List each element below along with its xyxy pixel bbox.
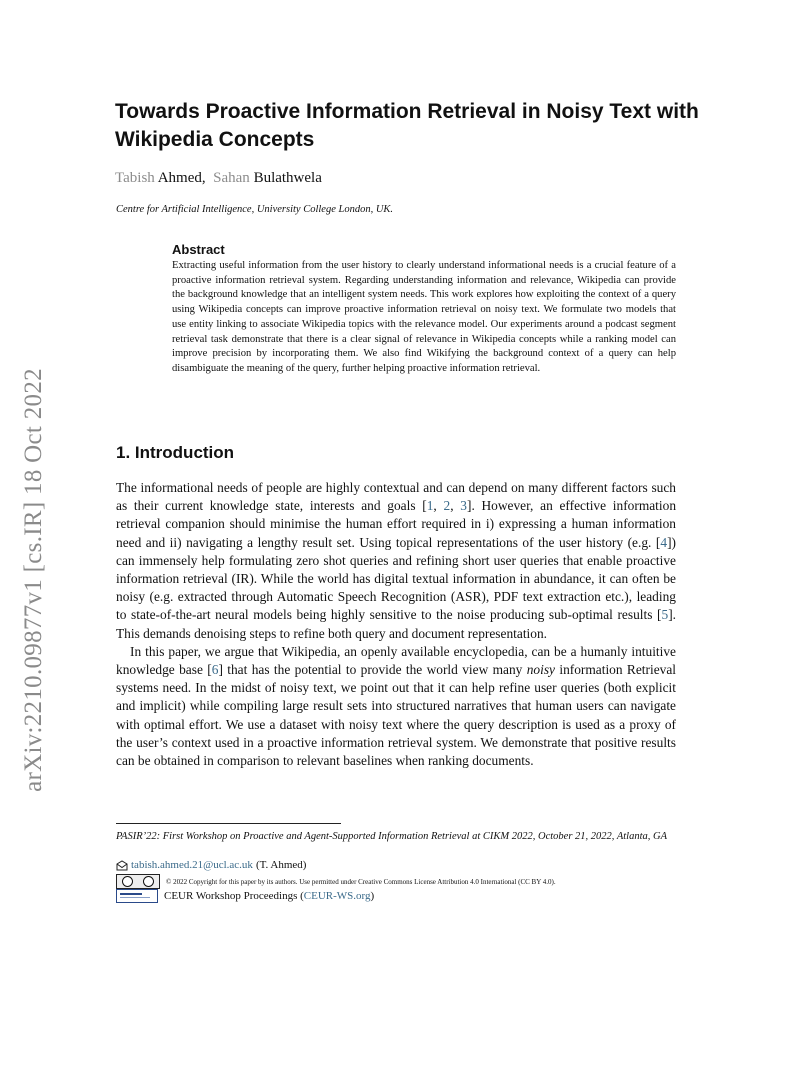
introduction-paragraph-1 [116, 479, 676, 643]
author-affiliation: Centre for Artificial Intelligence, University College London, UK. [116, 204, 394, 215]
creative-commons-icon [116, 874, 160, 889]
abstract-text: Extracting useful information from the user history to clearly understand informational needs is a crucial feature of a proactive information retrieval system. Regarding understanding information and relevance, Wikipedia can provide the background knowledge that an intelligent system needs. This work explores how exploiting the context of a query using Wikipedia concepts can improve proactive information retrieval on noisy text. We formulate two models that use entity linking to associate Wikipedia topics with the relevance model. Our experiments around a podcast segment retrieval task demonstrate that there is a clear signal of relevance in Wikipedia concepts while a ranking model can improve precision by incorporating them. We also find Wikifying the background context of a query can help disambiguate the meaning of the query, further helping proactive information retrieval. [172, 260, 676, 374]
license-footnote [116, 874, 556, 889]
citation-separator: , [433, 498, 444, 514]
ceur-text: CEUR Workshop Proceedings ( [164, 890, 304, 902]
emphasis-noisy: noisy [526, 662, 555, 678]
introduction-body [116, 479, 676, 770]
author-email-link[interactable]: tabish.ahmed.21@ucl.ac.uk [131, 859, 253, 871]
citation-link-4[interactable]: 4 [660, 534, 668, 550]
citation-link-2[interactable]: 2 [443, 498, 451, 514]
ceur-ws-link[interactable]: CEUR-WS.org [303, 890, 371, 902]
introduction-paragraph-2 [116, 643, 676, 770]
envelope-icon [116, 860, 128, 871]
citation-separator: , [450, 498, 461, 514]
arxiv-identifier-stamp [14, 350, 54, 810]
license-text: © 2022 Copyright for this paper by its authors. Use permitted under Creative Commons License Attribution 4.0 International (CC BY 4.0). [166, 877, 556, 886]
citation-link-1[interactable]: 1 [426, 498, 434, 514]
ceur-footnote [116, 889, 374, 903]
ceur-logo-icon [116, 889, 158, 903]
abstract-section [172, 242, 676, 377]
introduction-heading: 1. Introduction [116, 443, 235, 462]
footnote-divider [116, 823, 341, 824]
citation-link-3[interactable]: 3 [460, 498, 467, 514]
arxiv-identifier-text: arXiv:2210.09877v1 [cs.IR] 18 Oct 2022 [20, 368, 47, 792]
intro-p1-text-b: ]. However, an effective information retrieval companion should minimise the human effort required in i) expressing a human information need and ii) navigating a lengthy result set. Using topical representations of the user history (e.g. [ [116, 498, 677, 550]
author-separator: , [201, 170, 206, 186]
paper-title: Towards Proactive Information Retrieval in Noisy Text with Wikipedia Concepts [115, 100, 699, 151]
email-owner: (T. Ahmed) [255, 859, 307, 871]
intro-p2-text-b: ] that has the potential to provide the world view many [218, 662, 527, 678]
author-1-family: Ahmed [157, 170, 202, 186]
intro-p2-text-c: information Retrieval systems need. In the midst of noisy text, we point out that it can help refine user queries (both explicit and implicit) while compiling large result sets into structured narratives that human users can navigate with optimal effort. We use a dataset with noisy text where the query description is used as a proxy of the user’s context used in a proactive information retrieval system. We demonstrate that positive results can be obtained in comparison to relevant baselines when ranking documents. [116, 662, 677, 769]
intro-p1-text-d: ]. This demands denoising steps to refine both query and document representation. [116, 607, 676, 641]
intro-p1-text-a: The informational needs of people are highly contextual and can depend on many different factors such as their current knowledge state, interests and goals [ [116, 480, 676, 514]
ceur-close: ) [370, 890, 375, 902]
intro-p1-text-c: ]) can immensely help formulating zero shot queries and refining short user queries that enable proactive information retrieval (IR). While the world has digital textual information in abundance, it can often be noisy (e.g. extracted through Automatic Speech Recognition (ASR), PDF text extraction etc.), leading to state-of-the-art neural models being highly sensitive to the noise producing sub-optimal results [ [116, 534, 676, 623]
workshop-footnote: PASIR’22: First Workshop on Proactive and Agent-Supported Information Retrieval at CIKM 2022, October 21, 2022, Atlanta, GA [116, 831, 667, 842]
author-list [115, 170, 322, 187]
citation-link-6[interactable]: 6 [211, 662, 219, 678]
email-footnote [116, 859, 306, 871]
intro-p2-text-a: In this paper, we argue that Wikipedia, an openly available encyclopedia, can be a humanly intuitive knowledge base [ [116, 643, 676, 678]
author-2-family: Bulathwela [253, 170, 322, 186]
abstract-heading: Abstract [172, 242, 225, 257]
author-1-given: Tabish [115, 170, 155, 186]
author-2-given: Sahan [213, 170, 250, 186]
citation-link-5[interactable]: 5 [661, 607, 669, 623]
